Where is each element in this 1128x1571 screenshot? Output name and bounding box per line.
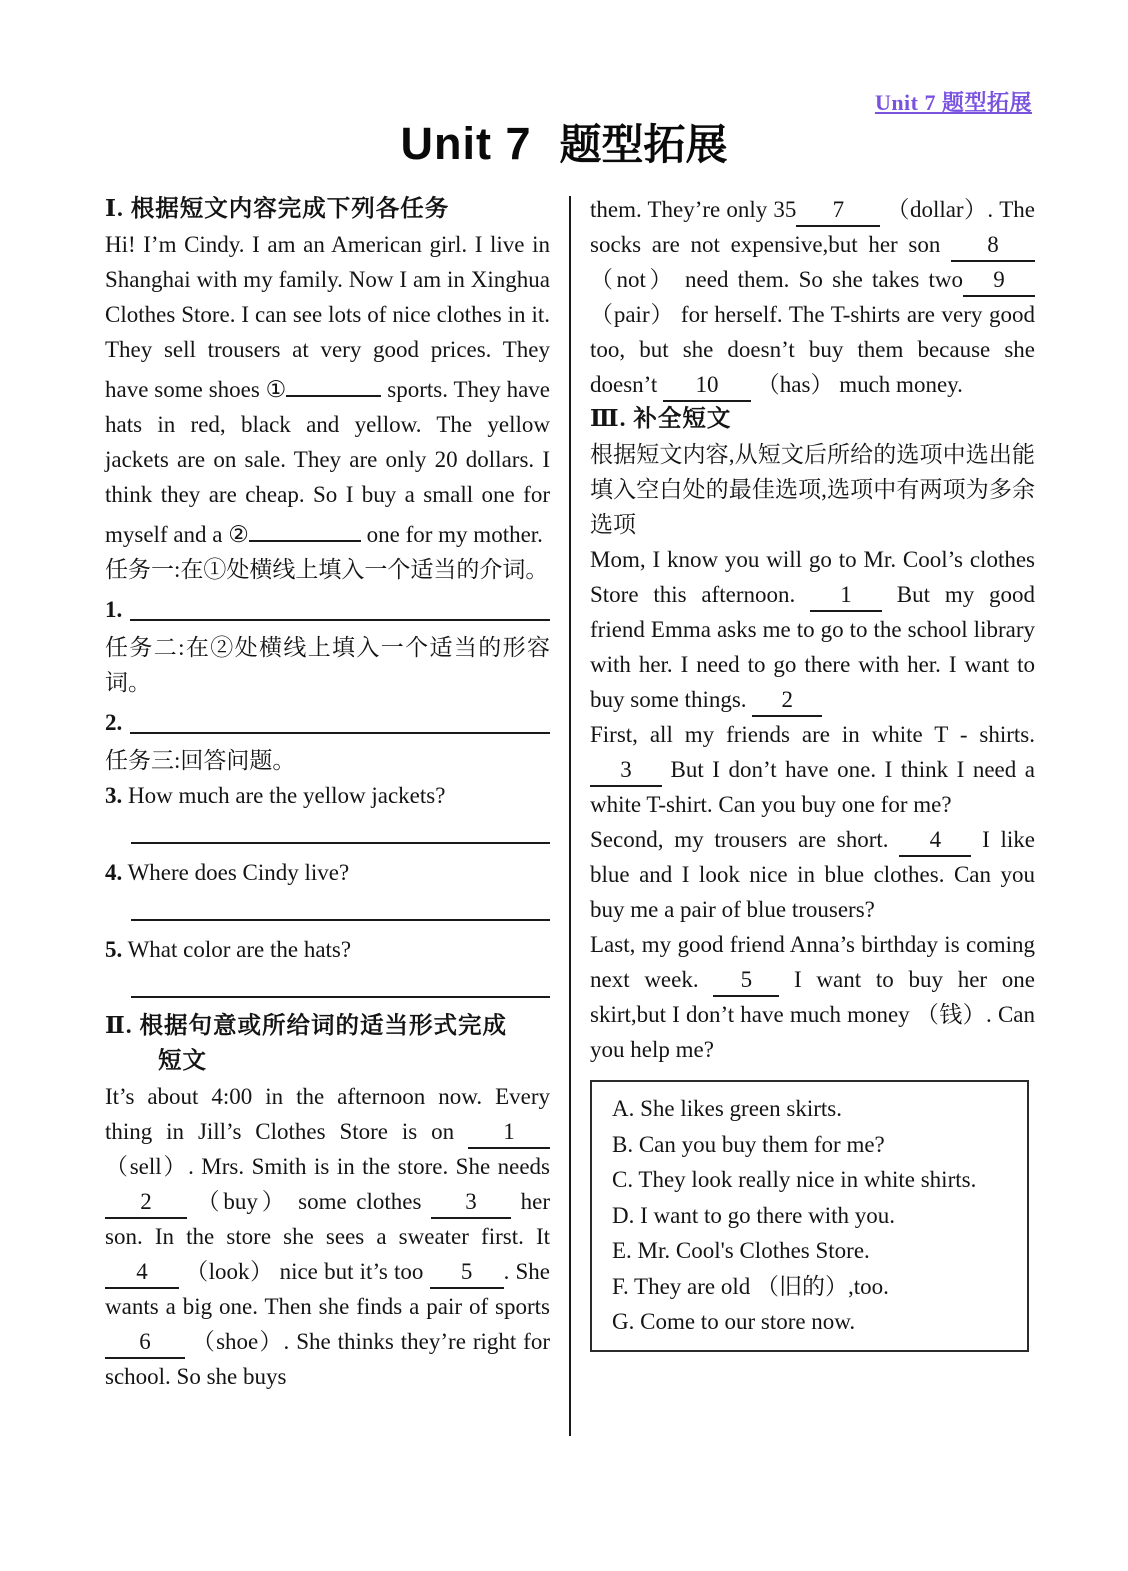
section3-heading: Ⅲ. 补全短文	[590, 406, 732, 432]
inline-blank: 10	[663, 372, 751, 402]
left-column	[105, 192, 550, 1394]
question-3	[105, 778, 550, 813]
task1-instruction: 任务一:在①处横线上填入一个适当的介词。	[105, 557, 549, 582]
answer-line	[130, 619, 550, 621]
question-text: Where does Cindy live?	[122, 860, 350, 885]
inline-blank: 3	[590, 757, 662, 787]
question-text: What color are the hats?	[122, 937, 352, 962]
inline-blank: 8	[951, 232, 1035, 262]
fill-number: 2.	[105, 710, 123, 735]
inline-blank: 5	[713, 967, 779, 997]
inline-blank: 3	[431, 1189, 511, 1219]
question-4	[105, 855, 550, 890]
fill-row-1	[105, 589, 550, 627]
question-number: 5.	[105, 937, 123, 962]
column-divider	[569, 196, 571, 1436]
options-box	[590, 1080, 1029, 1352]
page-title	[0, 112, 1128, 172]
inline-blank: 1	[468, 1119, 550, 1149]
section3-paragraph: Second, my trousers are short. 4 I like blue and I look nice in blue clothes. Can you buy me a pair of blue trousers?	[590, 827, 1035, 922]
option-item: E. Mr. Cool's Clothes Store.	[612, 1238, 870, 1263]
section2-passage: It’s about 4:00 in the afternoon now. Every thing in Jill’s Clothes Store is on 1 （sell）. Mrs. Smith is in the store. She needs2 （buy） some clothes 3 her son. In the store she sees a sweater first. It 4 （look） nice but it’s too 5 . She wants a big one. Then she finds a pair of sports 6 （shoe）. She thinks they’re right for school. So she buys	[105, 1084, 551, 1389]
section2-heading: Ⅱ. 根据句意或所给词的适当形式完成	[105, 1013, 508, 1039]
inline-blank	[249, 512, 361, 542]
fill-number: 1.	[105, 597, 123, 622]
section1-passage: Hi! I’m Cindy. I am an American girl. I live in Shanghai with my family. Now I am in Xinghua Clothes Store. I can see lots of nice clothes in it. They sell trousers at very good prices. They have some shoes ① sports. They have hats in red, black and yellow. The yellow jackets are on sale. They are only 20 dollars. I think they are cheap. So I buy a small one for myself and a ② one for my mother.	[105, 232, 550, 547]
option-item: A. She likes green skirts.	[612, 1096, 842, 1121]
section3-instructions: 根据短文内容,从短文后所给的选项中选出能填入空白处的最佳选项,选项中有两项为多余选项	[590, 442, 1035, 537]
right-column	[590, 192, 1035, 1394]
answer-line	[130, 732, 550, 734]
question-text: How much are the yellow jackets?	[122, 783, 446, 808]
task3-instruction: 任务三:回答问题。	[105, 748, 296, 773]
answer-line	[131, 996, 550, 998]
inline-blank: 1	[810, 582, 882, 612]
question-number: 3.	[105, 783, 123, 808]
inline-blank: 4	[899, 827, 971, 857]
inline-blank: 4	[105, 1259, 179, 1289]
section2-heading-line2: 短文	[158, 1048, 207, 1074]
section3-paragraph: Mom, I know you will go to Mr. Cool’s clothes Store this afternoon. 1 But my good friend Emma asks me to go to the school library with her. I need to go there with her. I want to buy some things. 2	[590, 542, 1035, 717]
section3-paragraph: First, all my friends are in white T - shirts. 3 But I don’t have one. I think I need a white T-shirt. Can you buy one for me?	[590, 722, 1035, 817]
option-item: G. Come to our store now.	[612, 1309, 856, 1334]
inline-blank: 7	[796, 197, 880, 227]
option-item: D. I want to go there with you.	[612, 1202, 895, 1228]
option-item: B. Can you buy them for me?	[612, 1131, 885, 1157]
header-unit-link[interactable]: Unit 7 题型拓展	[874, 90, 1032, 115]
two-column-body	[105, 192, 1035, 1394]
inline-blank: 6	[105, 1329, 185, 1359]
page-title-unit: Unit 7	[400, 118, 532, 169]
inline-blank: 9	[963, 267, 1035, 297]
task2-instruction: 任务二:在②处横线上填入一个适当的形容词。	[105, 635, 550, 695]
inline-blank: 5	[430, 1259, 504, 1289]
question-number: 4.	[105, 860, 123, 885]
fill-row-2	[105, 702, 550, 740]
option-item: C. They look really nice in white shirts.	[612, 1167, 977, 1192]
question-5	[105, 932, 550, 967]
inline-blank: 2	[752, 687, 822, 717]
section2-passage-continued: them. They’re only 35 7 （dollar）. The socks are not expensive,but her son 8 （not） need them. So she takes two 9 （pair） for herself. The T-shirts are very good too, but she doesn’t buy them because she doesn’t 10 （has） much money.	[590, 192, 1035, 402]
page-title-cn: 题型拓展	[559, 123, 728, 169]
section3-paragraph: Last, my good friend Anna’s birthday is coming next week. 5 I want to buy her one skirt,but I don’t have much money （钱）. Can you help me?	[590, 932, 1035, 1062]
answer-line	[131, 919, 550, 921]
section1-heading: Ⅰ. 根据短文内容完成下列各任务	[105, 196, 450, 222]
inline-blank	[286, 367, 381, 397]
option-item: F. They are old （旧的）,too.	[612, 1273, 889, 1299]
inline-blank: 2	[105, 1189, 187, 1219]
answer-line	[131, 842, 550, 844]
